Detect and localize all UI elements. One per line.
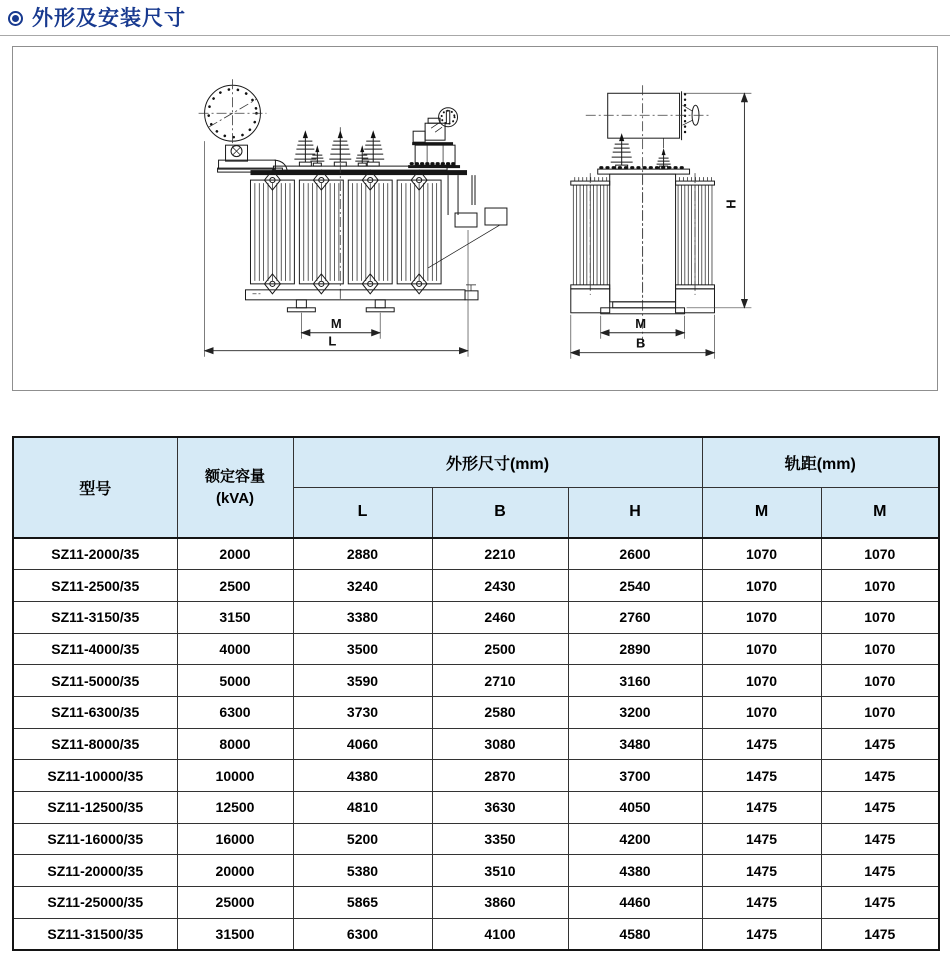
side-support-frame [428, 175, 507, 268]
value-cell: 1475 [821, 760, 939, 792]
value-cell: 25000 [177, 887, 293, 919]
value-cell: 2760 [568, 601, 702, 633]
value-cell: 2500 [432, 633, 568, 665]
model-cell: SZ11-20000/35 [13, 855, 177, 887]
value-cell: 3240 [293, 570, 432, 602]
side-view-drawing [199, 79, 507, 356]
spec-table [12, 436, 940, 951]
value-cell: 4050 [568, 792, 702, 824]
value-cell: 2210 [432, 538, 568, 570]
base-and-wheels [245, 285, 477, 312]
col-group-gauge: 轨距(mm) [702, 437, 939, 487]
value-cell: 2600 [568, 538, 702, 570]
value-cell: 4000 [177, 633, 293, 665]
value-cell: 2580 [432, 696, 568, 728]
value-cell: 3350 [432, 823, 568, 855]
value-cell: 2430 [432, 570, 568, 602]
table-row [13, 665, 939, 697]
model-cell: SZ11-5000/35 [13, 665, 177, 697]
value-cell: 1070 [702, 696, 821, 728]
model-cell: SZ11-12500/35 [13, 792, 177, 824]
value-cell: 1070 [821, 696, 939, 728]
value-cell: 2710 [432, 665, 568, 697]
value-cell: 1070 [702, 538, 821, 570]
value-cell: 3700 [568, 760, 702, 792]
dim-label-m-end: M [635, 315, 647, 331]
value-cell: 6300 [177, 696, 293, 728]
value-cell: 2870 [432, 760, 568, 792]
value-cell: 4810 [293, 792, 432, 824]
dim-label-m-side: M [330, 315, 342, 331]
page-title: 外形及安装尺寸 [32, 6, 186, 30]
table-row [13, 760, 939, 792]
value-cell: 8000 [177, 728, 293, 760]
table-row [13, 538, 939, 570]
value-cell: 1475 [821, 918, 939, 950]
value-cell: 1475 [702, 855, 821, 887]
value-cell: 2460 [432, 601, 568, 633]
table-row [13, 792, 939, 824]
value-cell: 31500 [177, 918, 293, 950]
conservator-tank-side [199, 79, 288, 172]
value-cell: 2500 [177, 570, 293, 602]
value-cell: 1475 [702, 887, 821, 919]
value-cell: 1070 [821, 601, 939, 633]
model-cell: SZ11-2000/35 [13, 538, 177, 570]
value-cell: 12500 [177, 792, 293, 824]
value-cell: 3150 [177, 601, 293, 633]
value-cell: 20000 [177, 855, 293, 887]
col-header-H: H [568, 487, 702, 538]
table-row [13, 823, 939, 855]
radiator-panels [250, 170, 441, 294]
table-row [13, 601, 939, 633]
value-cell: 1475 [821, 855, 939, 887]
spec-table-body [13, 538, 939, 950]
value-cell: 1475 [702, 792, 821, 824]
end-view-dimensions [571, 93, 752, 358]
value-cell: 2540 [568, 570, 702, 602]
value-cell: 10000 [177, 760, 293, 792]
end-view-drawing [571, 85, 752, 358]
model-cell: SZ11-25000/35 [13, 887, 177, 919]
value-cell: 3500 [293, 633, 432, 665]
spec-table-header [13, 437, 939, 538]
value-cell: 2000 [177, 538, 293, 570]
value-cell: 4460 [568, 887, 702, 919]
transformer-drawings [13, 47, 937, 390]
value-cell: 1475 [821, 792, 939, 824]
value-cell: 1070 [702, 601, 821, 633]
value-cell: 3590 [293, 665, 432, 697]
col-header-L: L [293, 487, 432, 538]
value-cell: 3380 [293, 601, 432, 633]
section-header [0, 0, 950, 36]
value-cell: 5865 [293, 887, 432, 919]
value-cell: 16000 [177, 823, 293, 855]
value-cell: 4380 [293, 760, 432, 792]
model-cell: SZ11-10000/35 [13, 760, 177, 792]
value-cell: 6300 [293, 918, 432, 950]
col-header-model: 型号 [13, 437, 177, 538]
value-cell: 4200 [568, 823, 702, 855]
tank-end [598, 168, 690, 302]
drawing-panel [12, 46, 938, 391]
value-cell: 1070 [702, 570, 821, 602]
value-cell: 1475 [702, 823, 821, 855]
value-cell: 1475 [821, 887, 939, 919]
value-cell: 1475 [702, 760, 821, 792]
dim-label-h: H [723, 199, 739, 209]
value-cell: 1475 [702, 918, 821, 950]
table-row [13, 887, 939, 919]
model-cell: SZ11-8000/35 [13, 728, 177, 760]
value-cell: 2880 [293, 538, 432, 570]
value-cell: 2890 [568, 633, 702, 665]
value-cell: 3510 [432, 855, 568, 887]
col-header-capacity [177, 437, 293, 538]
section-bullet-icon [8, 11, 23, 26]
value-cell: 1070 [821, 665, 939, 697]
capacity-label-line2: (kVA) [215, 489, 255, 507]
value-cell: 1475 [821, 728, 939, 760]
tap-changer-mechanism [408, 108, 460, 168]
model-cell: SZ11-31500/35 [13, 918, 177, 950]
col-group-dimensions: 外形尺寸(mm) [293, 437, 702, 487]
value-cell: 1475 [702, 728, 821, 760]
value-cell: 1070 [821, 538, 939, 570]
value-cell: 5000 [177, 665, 293, 697]
lv-bushing-end [657, 148, 671, 169]
value-cell: 4060 [293, 728, 432, 760]
dim-label-l: L [328, 333, 337, 349]
col-header-M2: M [821, 487, 939, 538]
value-cell: 4580 [568, 918, 702, 950]
value-cell: 3860 [432, 887, 568, 919]
value-cell: 5380 [293, 855, 432, 887]
table-row [13, 728, 939, 760]
value-cell: 1475 [821, 823, 939, 855]
hv-bushings [294, 130, 384, 166]
value-cell: 1070 [821, 570, 939, 602]
table-row [13, 918, 939, 950]
capacity-label-line1: 额定容量 [204, 467, 265, 485]
col-header-M1: M [702, 487, 821, 538]
model-cell: SZ11-3150/35 [13, 601, 177, 633]
value-cell: 3200 [568, 696, 702, 728]
table-row [13, 696, 939, 728]
dim-label-b: B [635, 335, 646, 351]
table-row [13, 855, 939, 887]
value-cell: 3080 [432, 728, 568, 760]
model-cell: SZ11-6300/35 [13, 696, 177, 728]
value-cell: 4100 [432, 918, 568, 950]
value-cell: 5200 [293, 823, 432, 855]
value-cell: 3160 [568, 665, 702, 697]
table-row [13, 570, 939, 602]
col-header-B: B [432, 487, 568, 538]
value-cell: 4380 [568, 855, 702, 887]
value-cell: 1070 [702, 633, 821, 665]
model-cell: SZ11-16000/35 [13, 823, 177, 855]
value-cell: 1070 [821, 633, 939, 665]
value-cell: 1070 [702, 665, 821, 697]
conservator-tank-end [586, 91, 712, 140]
table-row [13, 633, 939, 665]
model-cell: SZ11-4000/35 [13, 633, 177, 665]
value-cell: 3630 [432, 792, 568, 824]
value-cell: 3480 [568, 728, 702, 760]
value-cell: 3730 [293, 696, 432, 728]
tank-top-bar [250, 170, 467, 175]
model-cell: SZ11-2500/35 [13, 570, 177, 602]
